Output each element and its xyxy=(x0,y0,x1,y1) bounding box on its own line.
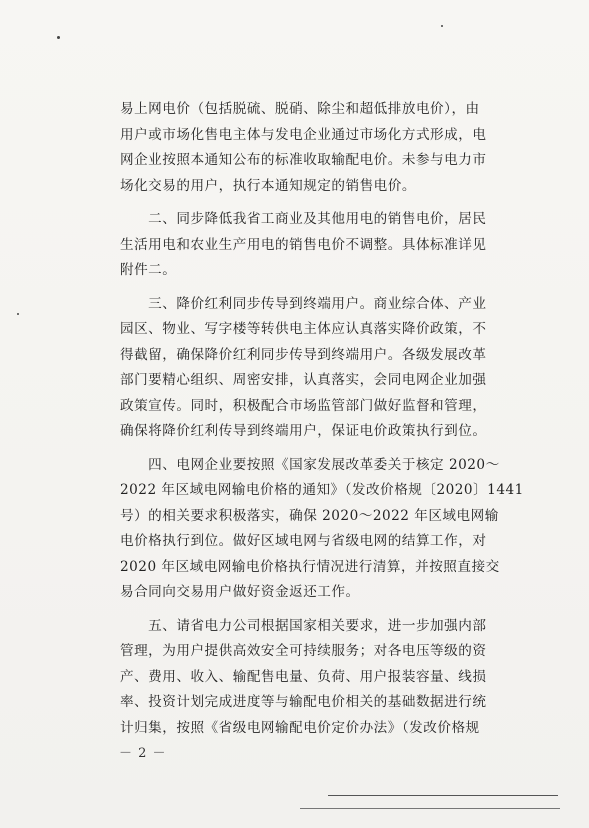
text-line: 三、降价红利同步传导到终端用户。商业综合体、产业 xyxy=(120,295,487,312)
text-line: 四、电网企业要按照《国家发展改革委关于核定 2020～ xyxy=(120,456,500,473)
text-line: 电价格执行到位。做好区域电网与省级电网的结算工作，对 xyxy=(120,533,487,549)
paragraph-continuation xyxy=(120,97,498,199)
text-line: 生活用电和农业生产用电的销售电价不调整。具体标准详见 xyxy=(120,236,487,253)
footer-rule xyxy=(328,795,558,796)
paragraph-item-3 xyxy=(120,292,498,445)
scan-speck xyxy=(57,36,60,39)
text-line: 产、费用、收入、输配售电量、负荷、用户报装容量、线损 xyxy=(120,668,487,685)
paragraph-item-5 xyxy=(120,614,498,742)
scan-speck xyxy=(441,25,443,27)
body-text xyxy=(120,97,524,749)
text-line: 网企业按照本通知公布的标准收取输配电价。未参与电力市 xyxy=(120,152,487,168)
text-line: 用户或市场化售电主体与发电企业通过市场化方式形成，电 xyxy=(120,126,487,143)
text-line: 政策宣传。同时，积极配合市场监管部门做好监督和管理， xyxy=(120,397,487,414)
paragraph-item-2 xyxy=(120,207,498,284)
text-line: 确保将降价红利传导到终端用户，保证电价政策执行到位。 xyxy=(120,423,487,439)
text-line: 易上网电价（包括脱硫、脱硝、除尘和超低排放电价），由 xyxy=(120,101,480,117)
text-line: 2022 年区域电网输电价格的通知》（发改价格规〔2020〕1441 xyxy=(120,482,524,498)
text-line: 易合同向交易用户做好资金返还工作。 xyxy=(120,584,360,600)
text-line: 率、投资计划完成进度等与输配电价相关的基础数据进行统 xyxy=(120,694,487,710)
text-line: 部门要精心组织、周密安排，认真落实，会同电网企业加强 xyxy=(120,372,487,388)
text-line: 号）的相关要求积极落实，确保 2020～2022 年区域电网输 xyxy=(120,507,499,524)
scan-speck xyxy=(17,313,19,315)
text-line: 附件二。 xyxy=(120,262,177,278)
footer-rule xyxy=(300,808,560,809)
text-line: 场化交易的用户，执行本通知规定的销售电价。 xyxy=(120,177,416,194)
text-line: 得截留，确保降价红利同步传导到终端用户。各级发展改革 xyxy=(120,346,487,363)
page-number: － 2 － xyxy=(119,746,167,761)
text-line: 计归集，按照《省级电网输配电价定价办法》（发改价格规 xyxy=(120,719,480,736)
text-line: 五、请省电力公司根据国家相关要求，进一步加强内部 xyxy=(120,617,487,634)
paragraph-item-4 xyxy=(120,453,524,606)
text-line: 二、同步降低我省工商业及其他用电的销售电价，居民 xyxy=(120,211,487,227)
text-line: 管理，为用户提供高效安全可持续服务；对各电压等级的资 xyxy=(120,643,487,659)
text-line: 园区、物业、写字楼等转供电主体应认真落实降价政策，不 xyxy=(120,321,487,337)
text-line: 2020 年区域电网输电价格执行情况进行清算，并按照直接交 xyxy=(120,558,500,575)
